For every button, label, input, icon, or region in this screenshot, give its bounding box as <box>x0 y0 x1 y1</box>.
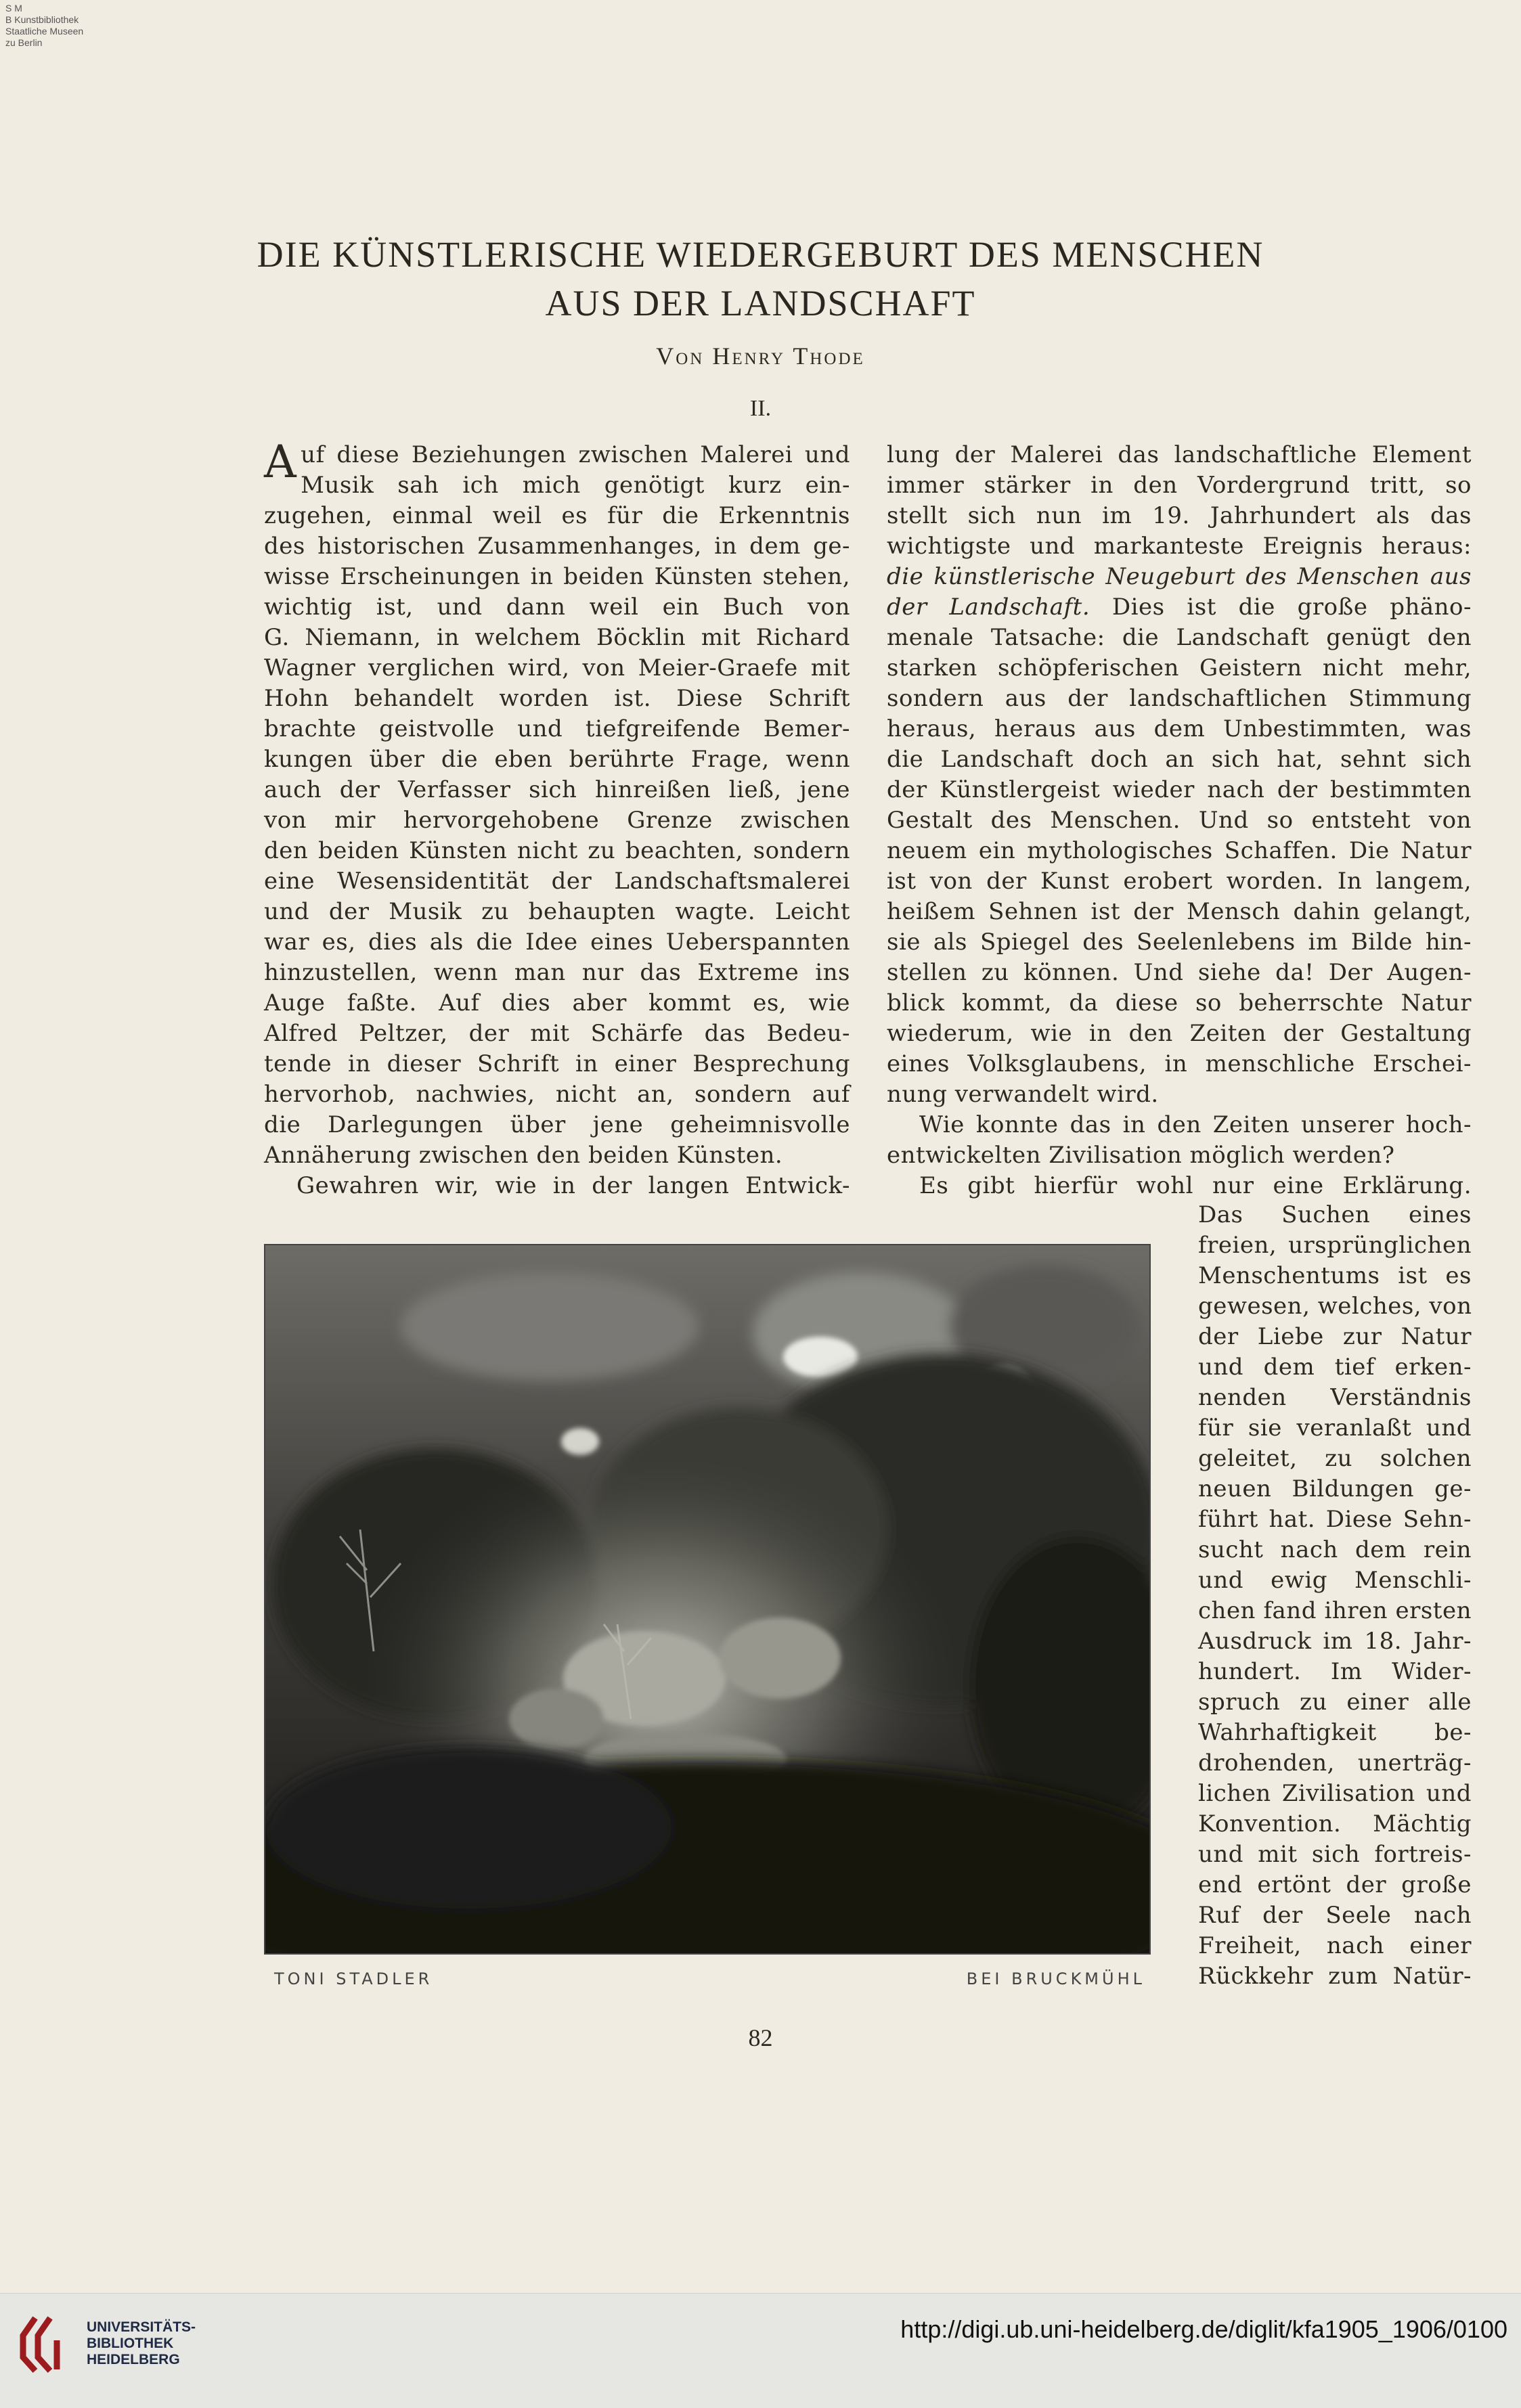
narrow-text-column <box>1198 1200 1472 1992</box>
text-line: Gewahren wir, wie in der langen Entwick- <box>296 1172 850 1199</box>
right-text-column <box>887 440 1472 1201</box>
text-line: geleitet, zu solchen <box>1198 1445 1472 1472</box>
text-line: Annäherung zwischen den beiden Künsten. <box>264 1142 783 1169</box>
text-line: der Landschaft. Dies ist die große phäno- <box>887 594 1472 621</box>
text-line: lung der Malerei das landschaftliche Element <box>887 441 1472 468</box>
text-line: und dem tief erken- <box>1198 1354 1472 1381</box>
text-line: zugehen, einmal weil es für die Erkenntnis <box>264 502 850 529</box>
text-line: freien, ursprünglichen <box>1198 1232 1472 1259</box>
text-line: chen fand ihren ersten <box>1198 1597 1472 1624</box>
part-number: II. <box>749 396 772 421</box>
text-line: Auge faßte. Auf dies aber kommt es, wie <box>264 989 850 1017</box>
title-line: DIE KÜNSTLERISCHE WIEDERGEBURT DES MENSCHEN <box>257 234 1264 275</box>
figure-caption-artist: TONI STADLER <box>274 1969 433 1988</box>
left-text-column <box>264 436 850 1201</box>
text-line: nung verwandelt wird. <box>887 1081 1159 1108</box>
text-line: die Landschaft doch an sich hat, sehnt sich <box>887 746 1472 773</box>
library-name-line: HEIDELBERG <box>87 2352 180 2367</box>
text-line: Musik sah ich mich genötigt kurz ein- <box>301 472 850 499</box>
text-line: neuen Bildungen ge- <box>1198 1475 1472 1502</box>
text-line: Rückkehr zum Natür- <box>1198 1963 1472 1990</box>
text-line: Wie konnte das in den Zeiten unserer hoch- <box>919 1111 1472 1138</box>
text-line: tende in dieser Schrift in einer Besprechung <box>264 1050 850 1077</box>
byline: Von Henry Thode <box>656 342 865 370</box>
text-line: und ewig Menschli- <box>1198 1567 1472 1594</box>
text-line: war es, dies als die Idee eines Ueberspannten <box>264 929 850 956</box>
library-stamp <box>5 3 83 49</box>
text-line: hervorhob, nachwies, nicht an, sondern auf <box>264 1081 850 1108</box>
text-line: Ruf der Seele nach <box>1198 1902 1472 1929</box>
page-number: 82 <box>748 2024 773 2051</box>
text-line: entwickelten Zivilisation möglich werden? <box>887 1142 1395 1169</box>
article-title <box>0 230 1521 328</box>
text-line: Es gibt hierfür wohl nur eine Erklärung. <box>919 1172 1472 1199</box>
text-line: wisse Erscheinungen in beiden Künsten stehen, <box>264 563 850 590</box>
text-line: Alfred Peltzer, der mit Schärfe das Bedeu- <box>264 1020 850 1047</box>
text-line: starken schöpferischen Geistern nicht mehr, <box>887 654 1472 682</box>
text-line: wichtig ist, und dann weil ein Buch von <box>264 594 850 621</box>
text-line: hinzustellen, wenn man nur das Extreme ins <box>264 959 850 986</box>
text-line: gewesen, welches, von <box>1198 1293 1472 1320</box>
text-line: führt hat. Diese Sehn- <box>1198 1506 1472 1533</box>
text-line: stellt sich nun im 19. Jahrhundert als das <box>887 502 1472 529</box>
stamp-line: S M <box>5 3 22 14</box>
text-line: von mir hervorgehobene Grenze zwischen <box>264 807 850 834</box>
text-line: immer stärker in den Vordergrund tritt, so <box>887 472 1472 499</box>
text-line: brachte geistvolle und tiefgreifende Bemer- <box>264 715 850 742</box>
permalink-url[interactable]: http://digi.ub.uni-heidelberg.de/diglit/kfa1905_1906/0100 <box>900 2315 1507 2343</box>
text-line: und mit sich fortreis- <box>1198 1841 1472 1868</box>
text-line: end ertönt der große <box>1198 1871 1472 1898</box>
text-line: Gestalt des Menschen. Und so entsteht von <box>887 807 1472 834</box>
stamp-line: Staatliche Museen <box>5 26 84 37</box>
text-line: sondern aus der landschaftlichen Stimmung <box>887 685 1472 712</box>
landscape-painting <box>264 1244 1151 1955</box>
text-line: sie als Spiegel des Seelenlebens im Bilde hin- <box>887 929 1472 956</box>
figure-caption-title: BEI BRUCKMÜHL <box>966 1969 1145 1988</box>
text-line: für sie veranlaßt und <box>1198 1414 1472 1442</box>
text-line: drohenden, unerträg- <box>1198 1749 1472 1777</box>
text-line: wichtigste und markanteste Ereignis heraus: <box>887 533 1472 560</box>
text-line: menale Tatsache: die Landschaft genügt den <box>887 624 1472 651</box>
stamp-line: B Kunstbibliothek <box>5 14 79 25</box>
text-line: G. Niemann, in welchem Böcklin mit Richard <box>264 624 850 651</box>
text-line: sucht nach dem rein <box>1198 1536 1472 1563</box>
text-line: der Künstlergeist wieder nach der bestimmten <box>887 776 1472 803</box>
text-line: eines Volksglaubens, in menschliche Erschei- <box>887 1050 1472 1077</box>
digital-library-footer <box>0 2293 1521 2408</box>
text-line: und der Musik zu behaupten wagte. Leicht <box>264 898 850 925</box>
text-line: Wahrhaftigkeit be- <box>1198 1719 1472 1746</box>
text-line: Hohn behandelt worden ist. Diese Schrift <box>264 685 850 712</box>
text-line: Freiheit, nach einer <box>1198 1932 1472 1959</box>
text-line: wiederum, wie in den Zeiten der Gestaltung <box>887 1020 1472 1047</box>
text-line: die künstlerische Neugeburt des Menschen aus <box>887 563 1472 590</box>
text-line: der Liebe zur Natur <box>1198 1323 1472 1350</box>
text-line: eine Wesensidentität der Landschaftsmalerei <box>264 868 850 895</box>
text-line: Wagner verglichen wird, von Meier-Graefe mit <box>264 654 850 682</box>
text-line: uf diese Beziehungen zwischen Malerei und <box>301 441 850 468</box>
library-name <box>87 2319 196 2368</box>
stamp-line: zu Berlin <box>5 37 43 48</box>
text-line: kungen über die eben berührte Frage, wenn <box>264 746 850 773</box>
text-line: stellen zu können. Und siehe da! Der Augen- <box>887 959 1472 986</box>
text-line: lichen Zivilisation und <box>1198 1780 1472 1807</box>
text-line: blick kommt, da diese so beherrschte Natur <box>887 989 1472 1017</box>
text-line: den beiden Künsten nicht zu beachten, sondern <box>264 837 850 864</box>
text-line: Menschentums ist es <box>1198 1262 1472 1289</box>
library-name-line: BIBLIOTHEK <box>87 2336 174 2351</box>
library-logo-icon[interactable] <box>15 2310 83 2378</box>
text-line: nenden Verständnis <box>1198 1384 1472 1411</box>
text-line: des historischen Zusammenhanges, in dem ge- <box>264 533 850 560</box>
library-name-line: UNIVERSITÄTS- <box>87 2319 196 2335</box>
text-line: Das Suchen eines <box>1198 1201 1472 1228</box>
painting-image <box>265 1245 1149 1953</box>
text-line: heraus, heraus aus dem Unbestimmten, was <box>887 715 1472 742</box>
text-line: heißem Sehnen ist der Mensch dahin gelangt, <box>887 898 1472 925</box>
title-line: AUS DER LANDSCHAFT <box>545 283 976 324</box>
text-line: ist von der Kunst erobert worden. In langem, <box>887 868 1472 895</box>
text-line: Ausdruck im 18. Jahr- <box>1198 1628 1472 1655</box>
text-line: spruch zu einer alle <box>1198 1689 1472 1716</box>
text-line: auch der Verfasser sich hinreißen ließ, jene <box>264 776 850 803</box>
drop-cap: A <box>264 436 297 488</box>
text-line: Konvention. Mächtig <box>1198 1810 1472 1837</box>
text-line: hundert. Im Wider- <box>1198 1658 1472 1685</box>
text-line: die Darlegungen über jene geheimnisvolle <box>264 1111 850 1138</box>
text-line: neuem ein mythologisches Schaffen. Die Natur <box>887 837 1472 864</box>
